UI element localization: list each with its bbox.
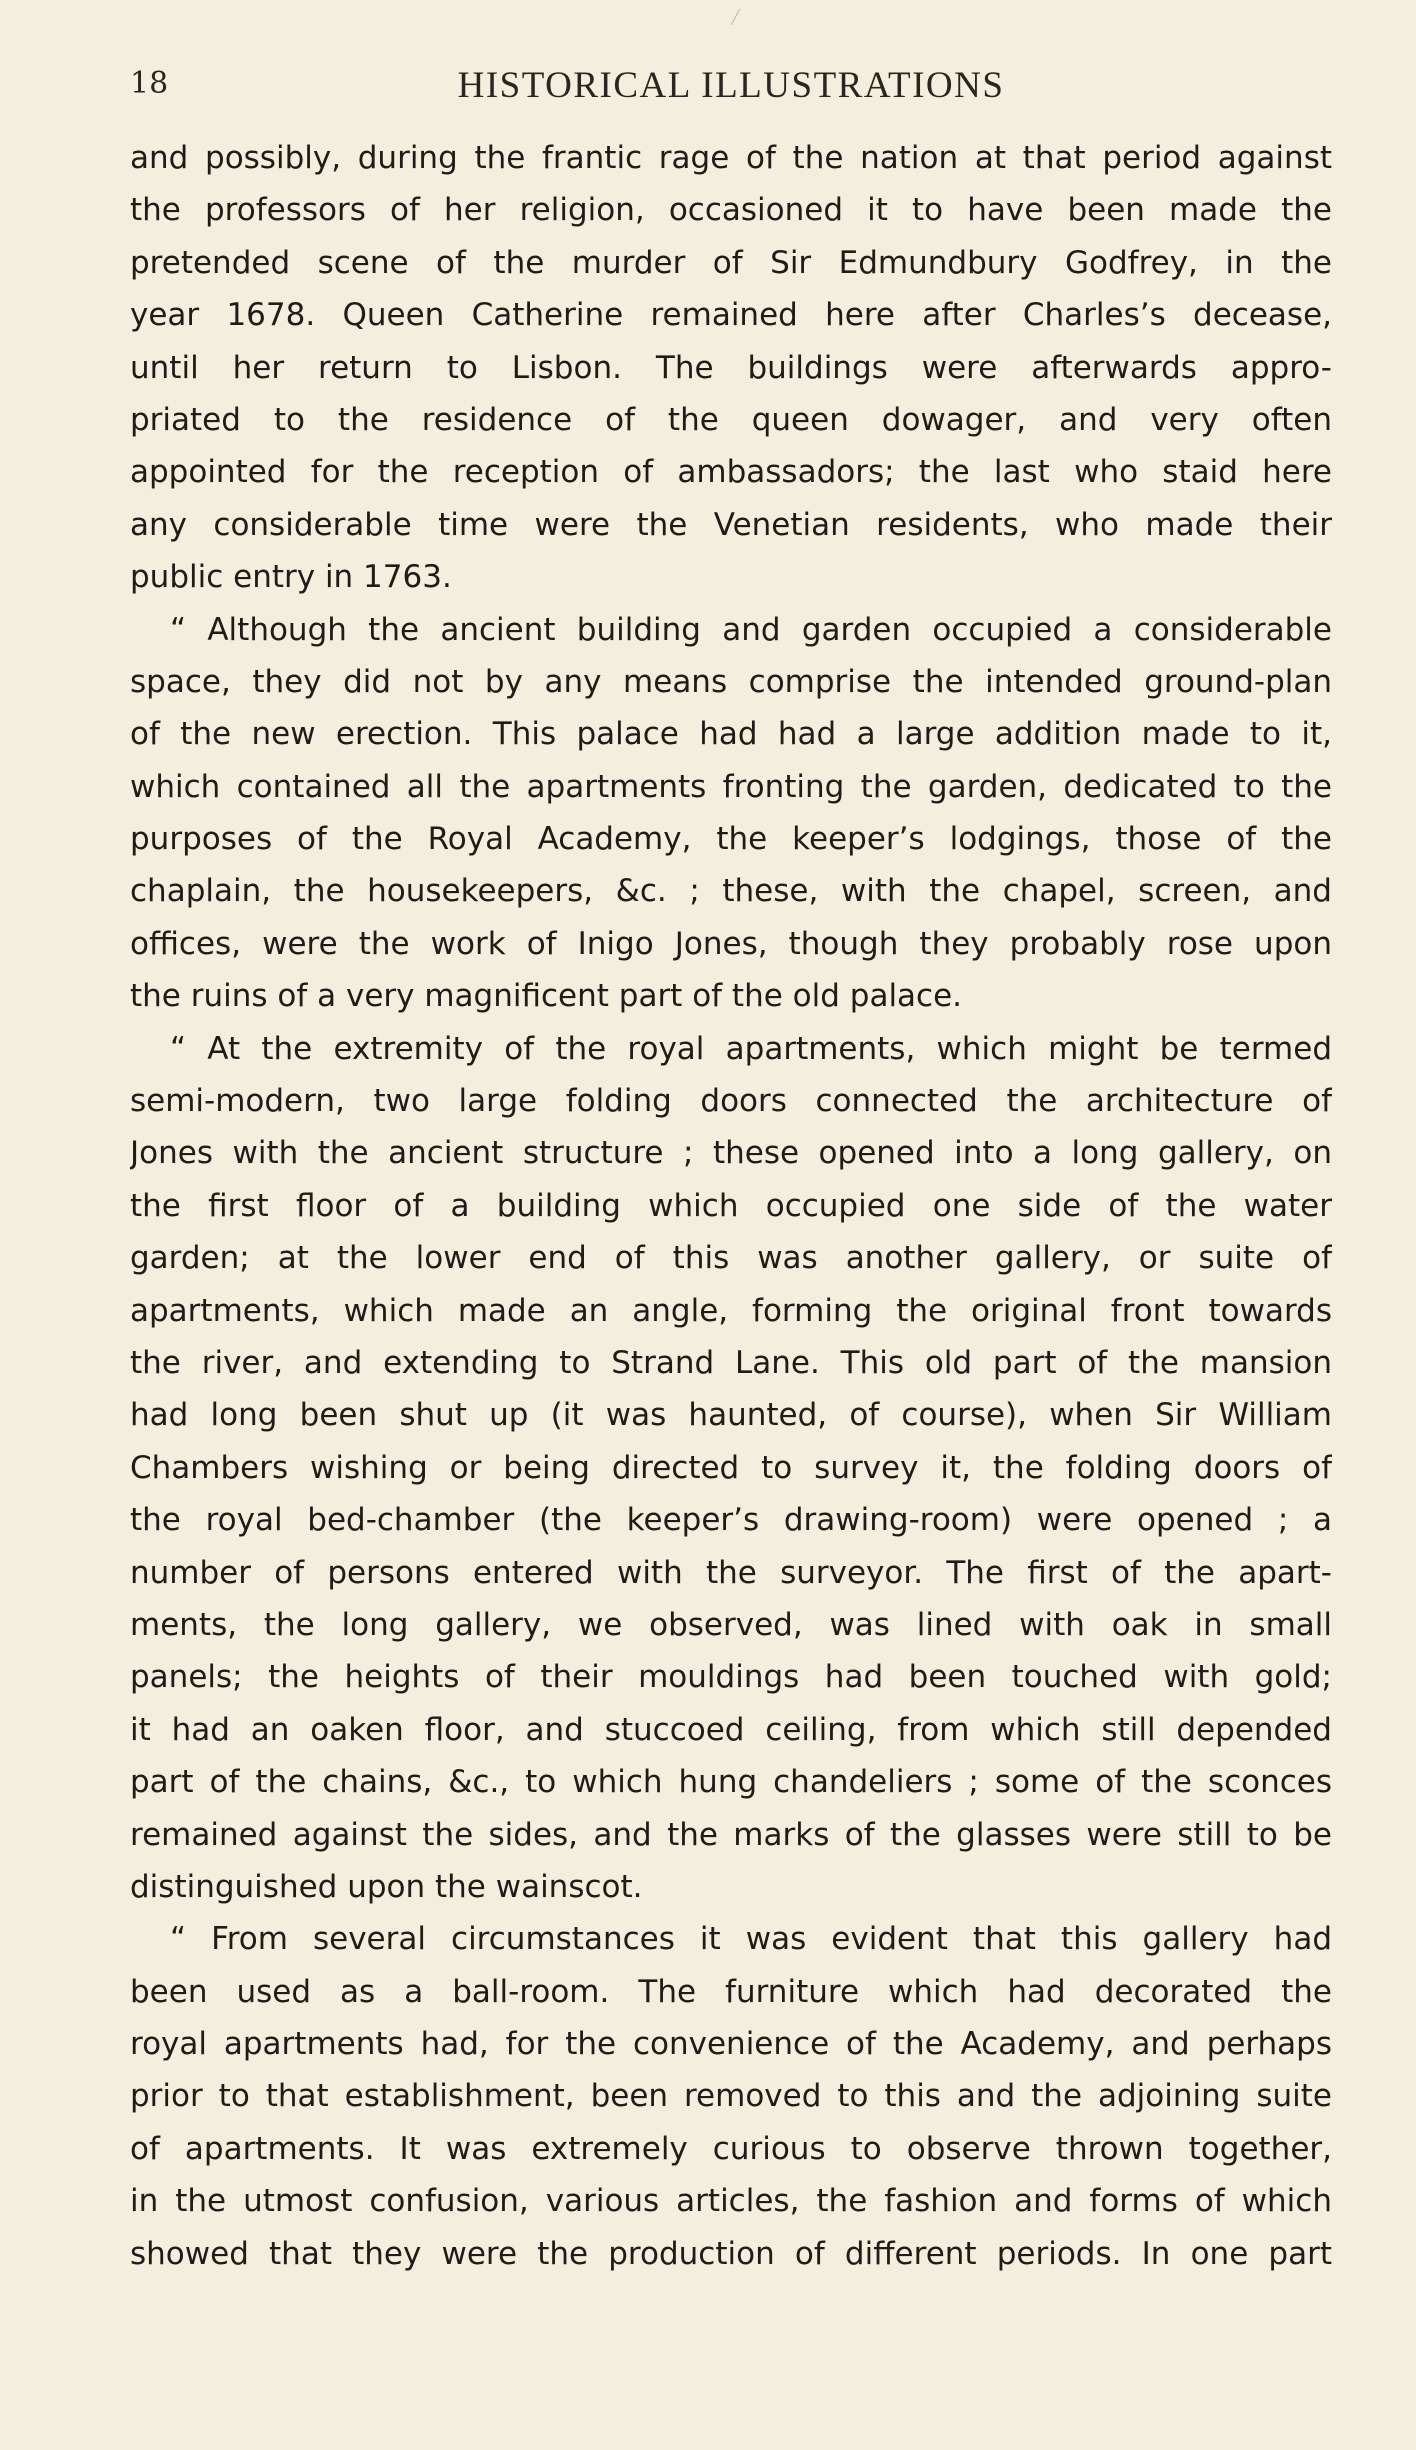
text-line: in the utmost confusion, various articles, the fashion and forms of which bbox=[130, 2183, 1332, 2220]
text-line: garden; at the lower end of this was another gallery, or suite of bbox=[130, 1240, 1332, 1277]
text-line: of the new erection. This palace had had a large addition made to it, bbox=[130, 716, 1332, 753]
text-line: offices, were the work of Inigo Jones, though they probably rose upon bbox=[130, 925, 1332, 962]
text-line: pretended scene of the murder of Sir Edmundbury Godfrey, in the bbox=[130, 244, 1332, 281]
text-line: of apartments. It was extremely curious to observe thrown together, bbox=[130, 2130, 1332, 2167]
text-line: “ From several circumstances it was evident that this gallery had bbox=[170, 1921, 1332, 1958]
page-header bbox=[130, 58, 1332, 114]
text-line: and possibly, during the frantic rage of the nation at that period against bbox=[130, 140, 1332, 176]
text-line: prior to that establishment, been removed to this and the adjoining suite bbox=[130, 2078, 1332, 2115]
text-line: public entry in 1763. bbox=[130, 559, 452, 596]
text-line: apartments, which made an angle, forming the original front towards bbox=[130, 1292, 1332, 1329]
scan-mark bbox=[731, 9, 740, 25]
body-text bbox=[130, 132, 1332, 2280]
text-line: appointed for the reception of ambassadors; the last who staid here bbox=[130, 454, 1332, 491]
text-line: royal apartments had, for the convenience of the Academy, and perhaps bbox=[130, 2026, 1332, 2063]
text-line: until her return to Lisbon. The buildings were afterwards appro- bbox=[130, 349, 1332, 386]
text-line: the royal bed-chamber (the keeper’s drawing-room) were opened ; a bbox=[130, 1502, 1332, 1539]
text-line: panels; the heights of their mouldings had been touched with gold; bbox=[130, 1659, 1332, 1696]
text-line: space, they did not by any means comprise the intended ground-plan bbox=[130, 663, 1332, 700]
text-line: part of the chains, &c., to which hung chandeliers ; some of the sconces bbox=[130, 1764, 1332, 1801]
text-line: semi-modern, two large folding doors connected the architecture of bbox=[130, 1083, 1332, 1120]
text-line: chaplain, the housekeepers, &c. ; these, with the chapel, screen, and bbox=[130, 873, 1332, 910]
text-line: which contained all the apartments fronting the garden, dedicated to the bbox=[130, 768, 1332, 805]
page-number: 18 bbox=[130, 66, 169, 101]
text-line: showed that they were the production of different periods. In one part bbox=[130, 2235, 1332, 2272]
text-line: the professors of her religion, occasioned it to have been made the bbox=[130, 192, 1332, 229]
text-line: priated to the residence of the queen dowager, and very often bbox=[130, 401, 1332, 438]
text-line: “ Although the ancient building and garden occupied a considerable bbox=[170, 611, 1332, 648]
text-line: it had an oaken floor, and stuccoed ceiling, from which still depended bbox=[130, 1711, 1332, 1748]
text-line: any considerable time were the Venetian residents, who made their bbox=[130, 506, 1332, 543]
text-line: ments, the long gallery, we observed, was lined with oak in small bbox=[130, 1606, 1332, 1643]
text-line: been used as a ball-room. The furniture which had decorated the bbox=[130, 1973, 1332, 2010]
text-line: the first floor of a building which occupied one side of the water bbox=[130, 1187, 1332, 1224]
text-line: Chambers wishing or being directed to survey it, the folding doors of bbox=[130, 1449, 1332, 1486]
text-line: remained against the sides, and the marks of the glasses were still to be bbox=[130, 1816, 1332, 1853]
text-line: “ At the extremity of the royal apartments, which might be termed bbox=[170, 1030, 1332, 1067]
running-title: HISTORICAL ILLUSTRATIONS bbox=[457, 65, 1005, 106]
text-line: had long been shut up (it was haunted, of course), when Sir William bbox=[130, 1397, 1332, 1434]
text-line: year 1678. Queen Catherine remained here after Charles’s decease, bbox=[130, 297, 1332, 334]
text-line: number of persons entered with the surveyor. The first of the apart- bbox=[130, 1554, 1332, 1591]
text-line: distinguished upon the wainscot. bbox=[130, 1868, 643, 1905]
text-line: the ruins of a very magnificent part of the old palace. bbox=[130, 978, 963, 1015]
text-line: the river, and extending to Strand Lane. This old part of the mansion bbox=[130, 1344, 1332, 1381]
text-line: purposes of the Royal Academy, the keeper’s lodgings, those of the bbox=[130, 821, 1332, 858]
text-line: Jones with the ancient structure ; these opened into a long gallery, on bbox=[130, 1135, 1332, 1172]
